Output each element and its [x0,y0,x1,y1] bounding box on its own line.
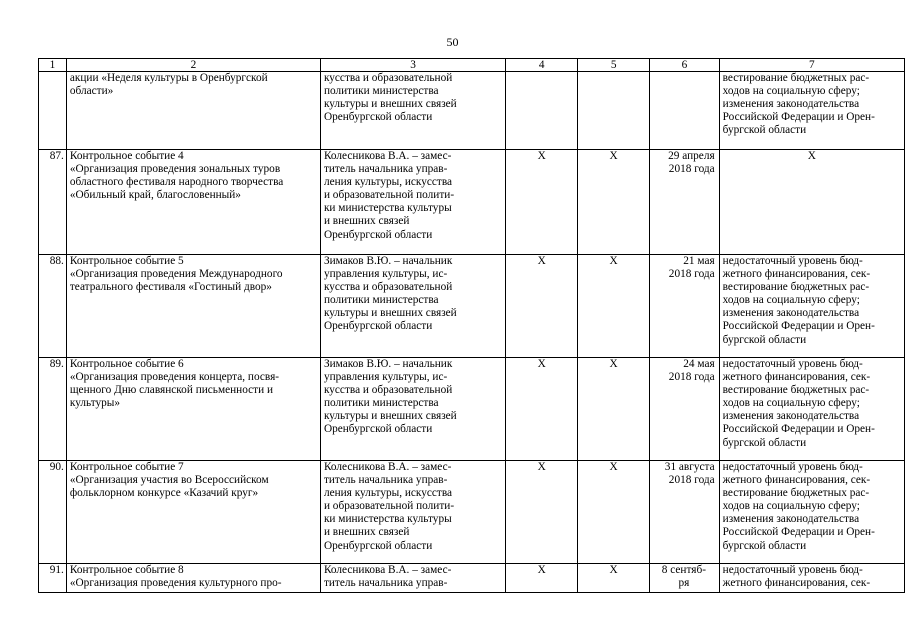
event-cell: Контрольное событие 7 «Организация участия во Всероссийском фольклорном конкурсе «Казачий круг» [66,461,320,564]
row-number: 88. [39,255,67,358]
row-number: 87. [39,150,67,255]
header-col-5: 5 [578,59,650,72]
risks-cell: недостаточный уровень бюд- жетного финансирования, сек- вестирование бюджетных рас- ходов на социальную сферу; изменения законодательства Российской Федерации и Орен- бургской области [719,255,904,358]
risks-cell: недостаточный уровень бюд- жетного финансирования, сек- [719,564,904,593]
header-col-3: 3 [320,59,505,72]
table-header-row [39,59,905,72]
risks-cell: X [719,150,904,255]
responsible-cell: Зимаков В.Ю. – начальник управления культуры, ис- кусства и образовательной политики министерства культуры и внешних связей Оренбургской области [320,255,505,358]
col5-cell: X [578,358,650,461]
date-cell: 21 мая 2018 года [650,255,720,358]
col5-cell: X [578,150,650,255]
row-number: 90. [39,461,67,564]
col4-cell: X [506,461,578,564]
responsible-cell: Колесникова В.А. – замес- титель начальника управ- ления культуры, искусства и образовательной полити- ки министерства культуры и внешних связей Оренбургской области [320,461,505,564]
row-number: 91. [39,564,67,593]
col5-cell: X [578,255,650,358]
header-col-6: 6 [650,59,720,72]
table-row [39,564,905,593]
date-cell: 29 апреля 2018 года [650,150,720,255]
col5-cell: X [578,564,650,593]
col4-cell: X [506,564,578,593]
risks-cell: вестирование бюджетных рас- ходов на социальную сферу; изменения законодательства Российской Федерации и Орен- бургской области [719,72,904,150]
event-cell: Контрольное событие 4 «Организация проведения зональных туров областного фестиваля народного творчества «Обильный край, благословенный» [66,150,320,255]
col5-cell: X [578,461,650,564]
responsible-cell: кусства и образовательной политики министерства культуры и внешних связей Оренбургской области [320,72,505,150]
header-col-4: 4 [506,59,578,72]
col4-cell: X [506,255,578,358]
header-col-1: 1 [39,59,67,72]
date-cell: 31 августа 2018 года [650,461,720,564]
col5-cell [578,72,650,150]
events-table [38,58,905,593]
date-cell: 24 мая 2018 года [650,358,720,461]
event-cell: Контрольное событие 8 «Организация проведения культурного про- [66,564,320,593]
table-row [39,358,905,461]
page-number: 50 [446,35,459,49]
table-row [39,72,905,150]
table-row [39,461,905,564]
risks-cell: недостаточный уровень бюд- жетного финансирования, сек- вестирование бюджетных рас- ходов на социальную сферу; изменения законодательства Российской Федерации и Орен- бургской области [719,461,904,564]
col4-cell: X [506,150,578,255]
date-cell: 8 сентяб- ря [650,564,720,593]
header-col-7: 7 [719,59,904,72]
date-cell [650,72,720,150]
row-number: 89. [39,358,67,461]
col4-cell [506,72,578,150]
row-number [39,72,67,150]
table-row [39,255,905,358]
event-cell: Контрольное событие 5 «Организация проведения Международного театрального фестиваля «Гостиный двор» [66,255,320,358]
table-row [39,150,905,255]
responsible-cell: Зимаков В.Ю. – начальник управления культуры, ис- кусства и образовательной политики министерства культуры и внешних связей Оренбургской области [320,358,505,461]
responsible-cell: Колесникова В.А. – замес- титель начальника управ- ления культуры, искусства и образовательной полити- ки министерства культуры и внешних связей Оренбургской области [320,150,505,255]
responsible-cell: Колесникова В.А. – замес- титель начальника управ- [320,564,505,593]
risks-cell: недостаточный уровень бюд- жетного финансирования, сек- вестирование бюджетных рас- ходов на социальную сферу; изменения законодательства Российской Федерации и Орен- бургской области [719,358,904,461]
col4-cell: X [506,358,578,461]
event-cell: акции «Неделя культуры в Оренбургской области» [66,72,320,150]
header-col-2: 2 [66,59,320,72]
event-cell: Контрольное событие 6 «Организация проведения концерта, посвя- щенного Дню славянской письменности и культуры» [66,358,320,461]
